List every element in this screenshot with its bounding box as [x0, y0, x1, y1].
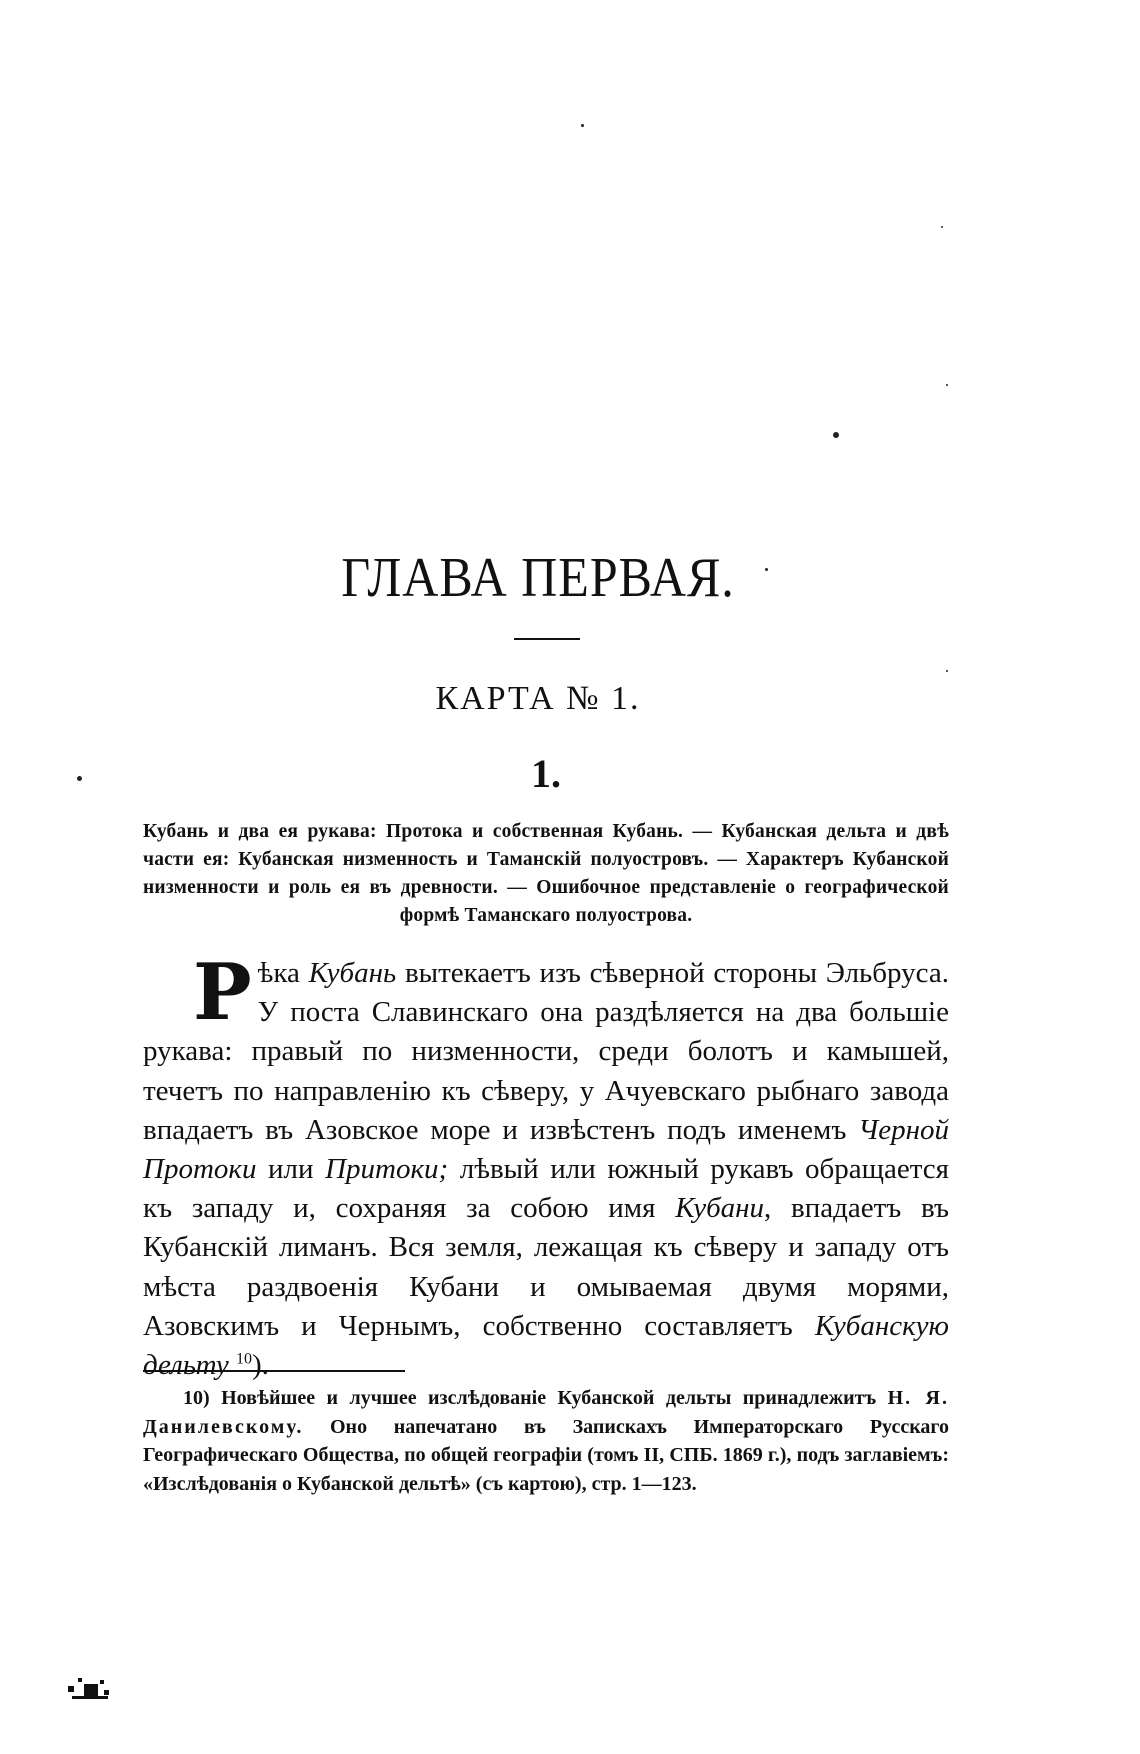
scan-mark-icon — [64, 1672, 112, 1702]
footnote-run: 10) Новѣйшее и лучшее изслѣдованіе Кубанской дельты принадлежитъ — [183, 1387, 888, 1409]
body-text — [143, 947, 949, 1385]
footnote-reference[interactable]: 10 — [235, 1350, 252, 1368]
body-run: вытекаетъ изъ сѣверной стороны Эльбруса. У поста Славинскаго она раздѣляется на два большіе рукава: правый по низменности, среди болотъ и камышей, течетъ по направленію къ сѣверу, у Ачуевскаго рыбнаго завода впадаетъ въ Азовское море и извѣстенъ подъ именемъ — [143, 957, 949, 1146]
body-run: ѣка — [257, 957, 309, 989]
body-italic-kubani: Кубани — [675, 1192, 765, 1225]
section-summary: Кубань и два ея рукава: Протока и собственная Кубань. — Кубанская дельта и двѣ части ея: Кубанская низменность и Таманскій полуостровъ. — Характеръ Кубанской низменности и роль ея въ древности. — Ошибочное представленіе о географической формѣ Таманскаго полуострова. — [143, 821, 949, 926]
footnote — [143, 1384, 949, 1498]
footnote-author: Н. Я. Данилевскому. — [143, 1387, 949, 1438]
body-run: или — [256, 1153, 326, 1186]
body-run: , впадаетъ въ Кубанскій лиманъ. Вся земля, лежащая къ сѣверу и западу отъ мѣста раздвоенія Кубани и омываемая двумя морями, Азовскимъ и Чернымъ, собственно составляетъ — [143, 1192, 949, 1342]
body-italic-chernaya-protoka: Черной Протоки — [143, 1113, 949, 1186]
scan-speck — [581, 124, 584, 127]
drop-cap: Р — [193, 947, 252, 1038]
chapter-title: ГЛАВА ПЕРВАЯ. — [341, 545, 735, 609]
scan-speck — [946, 384, 948, 386]
scan-speck — [833, 432, 839, 438]
section-number: 1. — [531, 751, 561, 796]
footnote-run: Оно напечатано въ Запискахъ Императорскаго Русскаго Географическаго Общества, по общей географіи (томъ II, СПБ. 1869 г.), подъ заглавіемъ: «Изслѣдованія о Кубанской дельтѣ» (съ картою), стр. 1—123. — [143, 1415, 949, 1495]
body-italic-kubanskaya-delta: Кубанскую дельту — [143, 1309, 949, 1382]
body-run — [229, 1349, 236, 1381]
scan-speck — [941, 226, 943, 228]
scan-speck — [765, 568, 768, 571]
body-italic-kuban: Кубань — [308, 957, 397, 989]
scan-speck — [77, 776, 82, 781]
footnote-divider — [143, 1370, 405, 1372]
scan-speck — [946, 670, 948, 672]
map-heading: КАРТА № 1. — [435, 680, 641, 717]
body-run: лѣвый или южный рукавъ обращается къ западу и, сохраняя за собою имя — [143, 1153, 949, 1225]
title-divider — [514, 638, 580, 640]
body-run: ). — [251, 1349, 269, 1382]
body-paragraph — [143, 947, 949, 1385]
body-italic-pritoka: Притоки; — [325, 1153, 449, 1186]
